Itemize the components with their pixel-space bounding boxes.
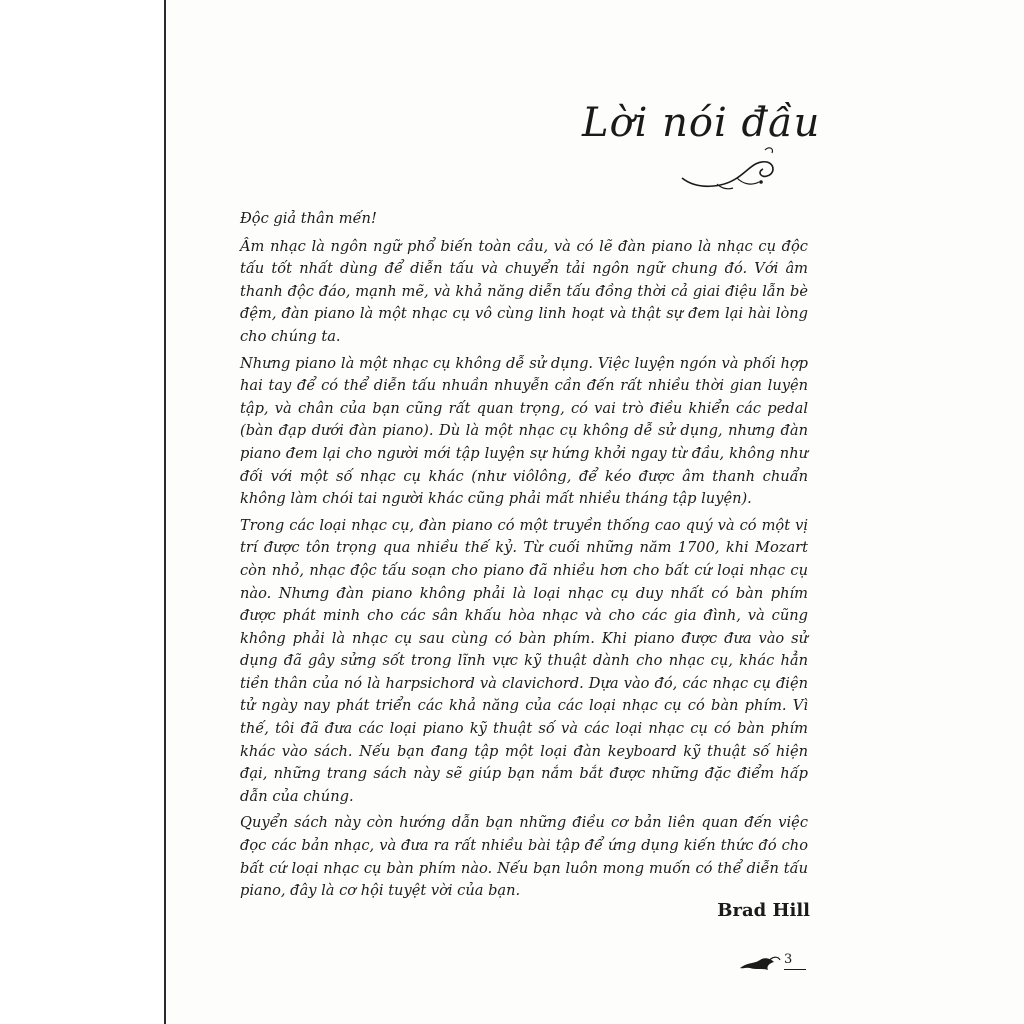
paragraph-3: Trong các loại nhạc cụ, đàn piano có một truyền thống cao quý và có một vị trí được tôn trọng qua nhiều thế kỷ. Từ cuối những năm 1700, khi Mozart còn nhỏ, nhạc độc tấu soạn cho piano đã nhiều hơn cho bất cứ loại nhạc cụ nào. Nhưng đàn piano không phải là loại nhạc cụ duy nhất có bàn phím được phát minh cho các sân khấu hòa nhạc và cho các gia đình, và cũng không phải là nhạc cụ sau cùng có bàn phím. Khi piano được đưa vào sử dụng đã gây sửng sốt trong lĩnh vực kỹ thuật dành cho nhạc cụ, khác hẳn tiền thân của nó là harpsichord và clavichord. Dựa vào đó, các nhạc cụ điện tử ngày nay phát triển các khả năng của các loại nhạc cụ có bàn phím. Vì thế, tôi đã đưa các loại piano kỹ thuật số và các loại nhạc cụ có bàn phím khác vào sách. Nếu bạn đang tập một loại đàn keyboard kỹ thuật số hiện đại, những trang sách này sẽ giúp bạn nắm bắt được những đặc điểm hấp dẫn của chúng.	[240, 516, 808, 805]
flourish-ornament-icon	[677, 138, 777, 193]
page-number-underline	[784, 969, 806, 970]
bird-ornament-icon	[738, 952, 782, 974]
greeting-line: Độc giả thân mến!	[240, 210, 377, 227]
page-number: 3	[784, 952, 793, 967]
author-signature: Brad Hill	[717, 900, 810, 921]
chapter-heading	[582, 100, 821, 195]
preface-body	[240, 208, 808, 907]
paragraph-2: Nhưng piano là một nhạc cụ không dễ sử dụng. Việc luyện ngón và phối hợp hai tay để có thể diễn tấu nhuần nhuyễn cần đến rất nhiều thời gian luyện tập, và chân của bạn cũng rất quan trọng, có vai trò điều khiển các pedal (bàn đạp dưới đàn piano). Dù là một nhạc cụ không dễ sử dụng, nhưng đàn piano đem lại cho người mới tập luyện sự hứng khởi ngay từ đầu, không như đối với một số nhạc cụ khác (như viôlông, để kéo được âm thanh chuẩn không làm chói tai người khác cũng phải mất nhiều tháng tập luyện).	[240, 354, 808, 508]
paragraph-4: Quyển sách này còn hướng dẫn bạn những điều cơ bản liên quan đến việc đọc các bản nhạc, và đưa ra rất nhiều bài tập để ứng dụng kiến thức đó cho bất cứ loại nhạc cụ bàn phím nào. Nếu bạn luôn mong muốn có thể diễn tấu piano, đây là cơ hội tuyệt vời của bạn.	[240, 814, 808, 900]
page-margin-left	[0, 0, 164, 1024]
paragraph-1: Âm nhạc là ngôn ngữ phổ biến toàn cầu, và có lẽ đàn piano là nhạc cụ độc tấu tốt nhất dùng để diễn tấu và chuyển tải ngôn ngữ chung đó. Với âm thanh độc đáo, mạnh mẽ, và khả năng diễn tấu đồng thời cả giai điệu lẫn bè đệm, đàn piano là một nhạc cụ vô cùng linh hoạt và thật sự đem lại hài lòng cho chúng ta.	[240, 237, 808, 345]
page-title: Lời nói đầu	[582, 100, 821, 146]
